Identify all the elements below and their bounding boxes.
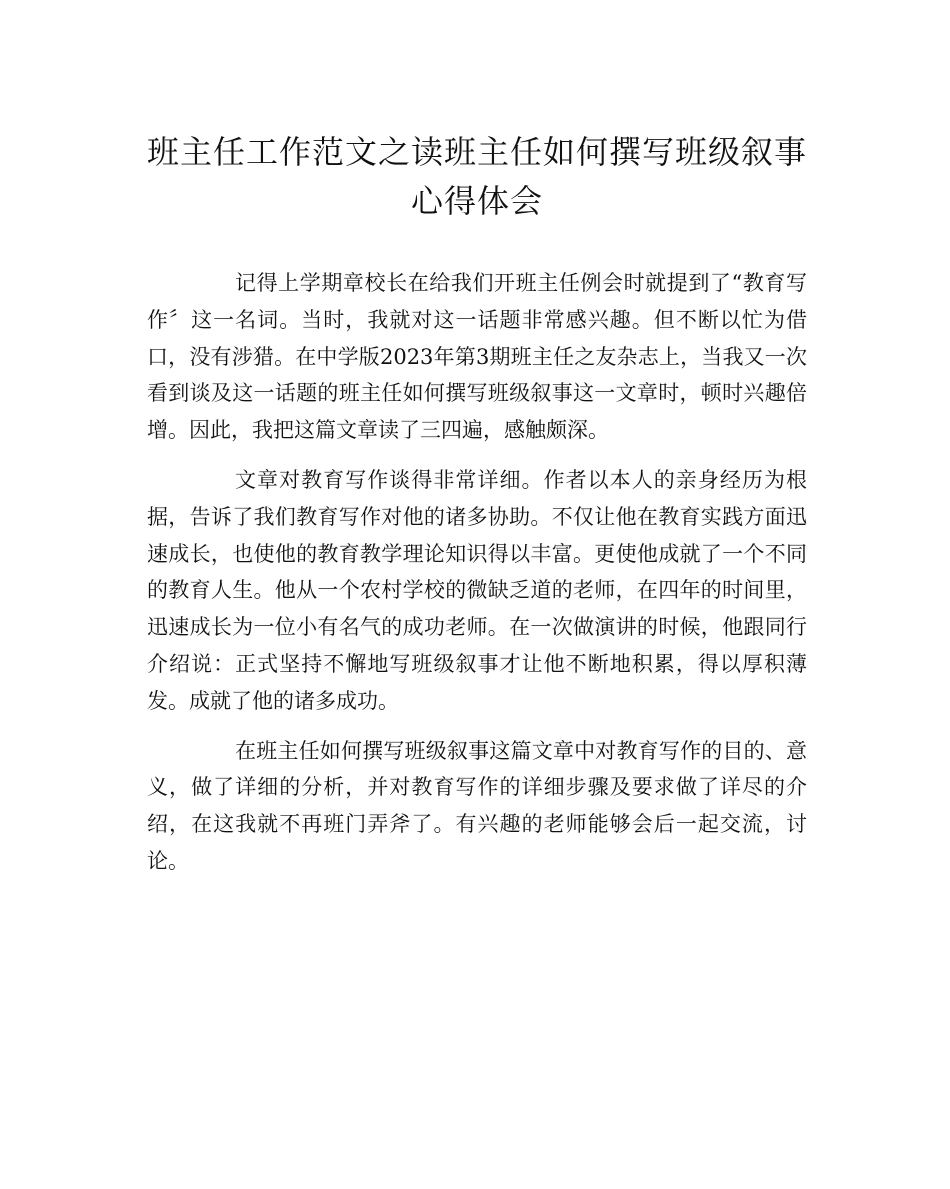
paragraph-3: 在班主任如何撰写班级叙事这篇文章中对教育写作的目的、意义，做了详细的分析，并对教育写作的详细步骤及要求做了详尽的介绍，在这我就不再班门弄斧了。有兴趣的老师能够会后一起交流，讨论。 [147, 738, 807, 873]
document-title: 班主任工作范文之读班主任如何撰写班级叙事心得体会 [147, 133, 808, 220]
paragraph-1: 记得上学期章校长在给我们开班主任例会时就提到了“教育写作〞这一名词。当时，我就对这一话题非常感兴趣。但不断以忙为借口，没有涉猎。在中学版2023年第3期班主任之友杂志上，当我又一次看到谈及这一话题的班主任如何撰写班级叙事这一文章时，顿时兴趣倍增。因此，我把这篇文章读了三四遍，感触颇深。 [147, 271, 807, 443]
paragraph-2: 文章对教育写作谈得非常详细。作者以本人的亲身经历为根据，告诉了我们教育写作对他的诸多协助。不仅让他在教育实践方面迅速成长，也使他的教育教学理论知识得以丰富。更使他成就了一个不同的教育人生。他从一个农村学校的微缺乏道的老师，在四年的时间里，迅速成长为一位小有名气的成功老师。在一次做演讲的时候，他跟同行介绍说：正式坚持不懈地写班级叙事才让他不断地积累，得以厚积薄发。成就了他的诸多成功。 [147, 467, 807, 713]
document-body [147, 265, 807, 893]
